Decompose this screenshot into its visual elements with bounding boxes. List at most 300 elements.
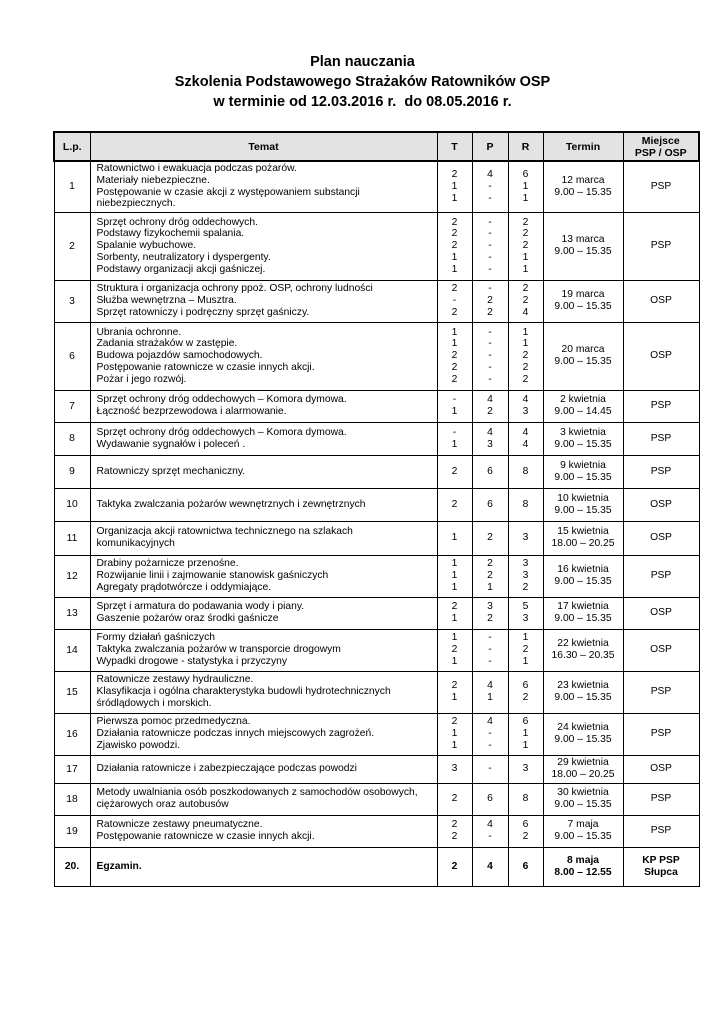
hours-r-cell: [508, 212, 543, 280]
table-row: [54, 161, 699, 212]
hours-r-value: 1: [522, 338, 529, 350]
title-line-2: Szkolenia Podstawowego Strażaków Ratowników OSP: [174, 74, 551, 90]
hours-p-value: 2: [487, 306, 493, 318]
row-number: 1: [54, 161, 90, 212]
hours-t-cell: [437, 280, 472, 322]
topic-line: Postępowanie ratownicze w czasie innych akcji.: [96, 361, 315, 373]
topic-cell: [90, 488, 437, 521]
row-number: 13: [54, 597, 90, 629]
hours-t-cell: [437, 783, 472, 815]
topic-cell: [90, 322, 437, 390]
place-cell: [623, 629, 699, 671]
hours-p-value: 2: [487, 613, 493, 624]
table-row: [54, 815, 699, 847]
topic-cell: [90, 629, 437, 671]
hours-r-value: 3: [522, 613, 529, 624]
table-row: [54, 488, 699, 521]
hours-p-cell: [472, 597, 508, 629]
hours-p-cell: [472, 455, 508, 488]
hours-p-value: 2: [487, 558, 493, 570]
place-line: PSP: [650, 686, 672, 697]
place-cell: [623, 422, 699, 455]
hours-p-value: 3: [487, 601, 493, 613]
term-line: 9.00 – 15.35: [554, 734, 612, 745]
place-line: PSP: [650, 432, 672, 444]
hours-p-value: -: [488, 350, 492, 362]
hours-t-value: 1: [451, 192, 458, 204]
topic-line: Ratownicze zestawy hydrauliczne.: [96, 674, 254, 686]
term-line: 9.00 – 15.35: [554, 356, 612, 367]
topic-line: Postępowanie ratownicze w czasie innych akcji.: [96, 831, 315, 842]
hours-t-cell: [437, 521, 472, 555]
hours-r-value: 1: [522, 180, 529, 192]
place-cell: [623, 555, 699, 597]
hours-r-cell: [508, 815, 543, 847]
topic-cell: [90, 212, 437, 280]
hours-p-value: -: [488, 283, 492, 295]
hours-p-cell: [472, 629, 508, 671]
hours-t-value: 2: [451, 283, 458, 295]
topic-line: Struktura i organizacja ochrony ppoż. OSP, ochrony ludności: [96, 283, 373, 295]
row-number: 19: [54, 815, 90, 847]
place-cell: [623, 815, 699, 847]
topic-line: Drabiny pożarnicze przenośne.: [96, 558, 239, 570]
topic-line: Sprzęt ratowniczy i podręczny sprzęt gaśniczy.: [96, 306, 310, 318]
term-line: 9.00 – 15.35: [554, 613, 612, 624]
hours-r-value: 6: [522, 819, 529, 831]
hours-p-cell: [472, 390, 508, 422]
row-number: 7: [54, 390, 90, 422]
hours-r-value: 2: [522, 831, 529, 842]
topic-line: Wypadki drogowe - statystyka i przyczyny: [96, 655, 287, 667]
hours-r-cell: [508, 521, 543, 555]
topic-cell: [90, 755, 437, 783]
topic-line: Metody uwalniania osób poszkodowanych z samochodów osobowych, ciężarowych oraz autobusów: [96, 787, 418, 810]
topic-line: Ratownicze zestawy pneumatyczne.: [96, 819, 263, 831]
term-line: 9.00 – 15.35: [554, 504, 612, 516]
hours-p-value: -: [488, 192, 492, 204]
hours-r-value: 4: [522, 306, 529, 318]
hours-t-value: 2: [451, 644, 458, 656]
hours-p-value: -: [488, 831, 492, 842]
table-body: [54, 161, 699, 886]
hours-p-value: -: [488, 739, 492, 751]
hours-p-value: 2: [487, 295, 493, 307]
topic-cell: [90, 783, 437, 815]
topic-line: Budowa pojazdów samochodowych.: [96, 350, 263, 362]
hours-t-value: 2: [451, 793, 458, 805]
hours-r-value: 6: [522, 680, 529, 692]
place-line: OSP: [650, 498, 672, 510]
term-line: 13 marca: [561, 234, 605, 245]
hours-p-value: -: [488, 655, 492, 667]
term-cell: [543, 671, 623, 713]
row-number: 2: [54, 212, 90, 280]
topic-line: Materiały niebezpieczne.: [96, 175, 210, 187]
place-line: Słupca: [644, 866, 678, 878]
hours-t-value: 1: [451, 326, 458, 338]
term-cell: [543, 521, 623, 555]
table-row: [54, 629, 699, 671]
topic-line: Zadania strażaków w zastępie.: [96, 338, 238, 350]
place-cell: [623, 455, 699, 488]
row-number: 12: [54, 555, 90, 597]
topic-line: Działania ratownicze i zabezpieczające podczas powodzi: [96, 763, 357, 775]
hours-r-cell: [508, 713, 543, 755]
term-line: 18.00 – 20.25: [551, 769, 615, 780]
topic-line: Podstawy fizykochemii spalania.: [96, 228, 245, 240]
hours-r-value: 3: [522, 570, 529, 582]
hours-t-cell: [437, 597, 472, 629]
hours-t-value: 2: [451, 240, 458, 252]
topic-line: Gaszenie pożarów oraz środki gaśnicze: [96, 613, 279, 624]
term-line: 15 kwietnia: [557, 526, 609, 537]
hours-p-value: 4: [487, 426, 493, 438]
hours-r-cell: [508, 783, 543, 815]
hours-p-value: -: [488, 180, 492, 192]
hours-t-value: 2: [451, 860, 458, 872]
term-line: 9.00 – 15.35: [554, 799, 612, 810]
term-cell: [543, 212, 623, 280]
hours-t-value: 2: [451, 498, 458, 510]
topic-line: Zjawisko powodzi.: [96, 739, 181, 751]
table-row: [54, 755, 699, 783]
hours-r-value: 2: [522, 361, 529, 373]
hours-r-value: 8: [522, 793, 529, 805]
term-cell: [543, 280, 623, 322]
hours-r-cell: [508, 161, 543, 212]
hours-p-value: -: [488, 728, 492, 740]
hours-r-value: 4: [522, 426, 529, 438]
topic-line: Ubrania ochronne.: [96, 326, 182, 338]
hours-p-value: 2: [487, 570, 493, 582]
place-cell: [623, 597, 699, 629]
table-row: [54, 322, 699, 390]
row-number: 10: [54, 488, 90, 521]
hours-t-value: 1: [451, 692, 458, 703]
hours-r-cell: [508, 597, 543, 629]
place-line: OSP: [650, 644, 672, 655]
table-row: [54, 422, 699, 455]
header-r: R: [508, 132, 543, 161]
topic-line: Rozwijanie linii i zajmowanie stanowisk gaśniczych: [96, 570, 329, 582]
hours-t-value: 1: [451, 632, 458, 644]
row-number: 20.: [54, 847, 90, 886]
hours-p-cell: [472, 161, 508, 212]
topic-line: Sorbenty, neutralizatory i dyspergenty.: [96, 251, 271, 263]
topic-cell: [90, 521, 437, 555]
place-line: PSP: [650, 400, 672, 411]
term-cell: [543, 597, 623, 629]
hours-t-cell: [437, 422, 472, 455]
hours-t-value: 2: [451, 601, 458, 613]
hours-r-value: 4: [522, 394, 529, 406]
topic-line: Spalanie wybuchowe.: [96, 240, 197, 252]
hours-t-cell: [437, 161, 472, 212]
hours-t-value: 1: [451, 532, 458, 544]
term-cell: [543, 629, 623, 671]
place-cell: [623, 671, 699, 713]
term-line: 17 kwietnia: [557, 601, 609, 612]
hours-t-value: 3: [451, 763, 458, 775]
hours-r-cell: [508, 280, 543, 322]
hours-p-value: 6: [487, 465, 493, 477]
row-number: 17: [54, 755, 90, 783]
hours-p-cell: [472, 755, 508, 783]
hours-r-value: 1: [522, 251, 529, 263]
place-line: OSP: [650, 763, 672, 774]
place-line: OSP: [650, 532, 672, 543]
hours-r-value: 6: [522, 169, 529, 181]
hours-p-cell: [472, 488, 508, 521]
topic-cell: [90, 161, 437, 212]
hours-t-value: 1: [451, 180, 458, 192]
term-line: 18.00 – 20.25: [551, 538, 615, 549]
hours-p-value: 6: [487, 498, 493, 510]
place-line: PSP: [650, 793, 672, 804]
hours-t-cell: [437, 755, 472, 783]
hours-r-value: 1: [522, 326, 529, 338]
hours-r-value: 1: [522, 632, 529, 644]
hours-p-value: 2: [487, 406, 493, 417]
hours-r-value: 3: [522, 558, 529, 570]
hours-r-cell: [508, 390, 543, 422]
place-cell: [623, 161, 699, 212]
hours-t-cell: [437, 671, 472, 713]
hours-p-value: -: [488, 763, 492, 775]
topic-cell: [90, 597, 437, 629]
term-cell: [543, 422, 623, 455]
place-cell: [623, 713, 699, 755]
document-title: [0, 52, 725, 112]
hours-t-cell: [437, 629, 472, 671]
topic-line: Organizacja akcji ratownictwa technicznego na szlakach komunikacyjnych: [96, 526, 353, 549]
term-line: 16.30 – 20.35: [551, 650, 615, 661]
term-cell: [543, 161, 623, 212]
place-cell: [623, 783, 699, 815]
term-cell: [543, 755, 623, 783]
topic-line: Sprzęt ochrony dróg oddechowych.: [96, 216, 258, 228]
hours-p-value: -: [488, 644, 492, 656]
row-number: 9: [54, 455, 90, 488]
header-t: T: [437, 132, 472, 161]
table-row: [54, 597, 699, 629]
hours-r-cell: [508, 422, 543, 455]
schedule-table: [53, 131, 700, 887]
hours-t-value: -: [452, 426, 457, 438]
hours-p-value: -: [488, 361, 492, 373]
row-number: 18: [54, 783, 90, 815]
hours-r-value: 2: [522, 644, 529, 656]
hours-r-value: 5: [522, 601, 529, 613]
hours-r-cell: [508, 555, 543, 597]
term-cell: [543, 455, 623, 488]
row-number: 3: [54, 280, 90, 322]
term-line: 9.00 – 15.35: [554, 692, 612, 703]
hours-p-value: 4: [487, 169, 493, 181]
term-cell: [543, 555, 623, 597]
term-line: 8 maja: [566, 854, 600, 866]
hours-r-value: 2: [522, 216, 529, 228]
hours-t-value: 2: [451, 361, 458, 373]
title-line-3: w terminie od 12.03.2016 r. do 08.05.2016 r.: [213, 94, 512, 110]
place-line: PSP: [650, 728, 672, 739]
hours-r-cell: [508, 322, 543, 390]
topic-cell: [90, 815, 437, 847]
topic-line: Agregaty prądotwórcze i oddymiające.: [96, 581, 272, 593]
table-row: [54, 671, 699, 713]
hours-p-value: -: [488, 216, 492, 228]
hours-r-value: 1: [522, 655, 529, 667]
hours-r-value: 2: [522, 240, 529, 252]
hours-t-cell: [437, 847, 472, 886]
hours-t-cell: [437, 815, 472, 847]
header-lp: L.p.: [54, 132, 90, 161]
hours-r-value: 1: [522, 192, 529, 204]
place-cell: [623, 280, 699, 322]
hours-p-cell: [472, 521, 508, 555]
hours-t-value: 1: [451, 728, 458, 740]
place-line: PSP: [650, 570, 672, 581]
term-cell: [543, 322, 623, 390]
topic-line: Ratowniczy sprzęt mechaniczny.: [96, 465, 246, 477]
hours-t-value: 2: [451, 169, 458, 181]
row-number: 16: [54, 713, 90, 755]
hours-p-cell: [472, 555, 508, 597]
term-line: 29 kwietnia: [557, 757, 609, 768]
hours-t-value: 2: [451, 716, 458, 728]
hours-t-value: 2: [451, 819, 458, 831]
hours-t-value: 1: [451, 558, 458, 570]
topic-line: Taktyka zwalczania pożarów wewnętrznych i zewnętrznych: [96, 498, 366, 510]
term-line: 9.00 – 14.45: [554, 406, 612, 417]
hours-r-value: 2: [522, 228, 529, 240]
hours-p-cell: [472, 783, 508, 815]
term-cell: [543, 713, 623, 755]
row-number: 11: [54, 521, 90, 555]
header-p: P: [472, 132, 508, 161]
hours-t-value: 1: [451, 739, 458, 751]
term-cell: [543, 488, 623, 521]
term-line: 9.00 – 15.35: [554, 471, 612, 483]
hours-t-value: 2: [451, 216, 458, 228]
hours-p-cell: [472, 815, 508, 847]
term-line: 16 kwietnia: [557, 564, 609, 575]
hours-p-value: -: [488, 251, 492, 263]
topic-cell: [90, 713, 437, 755]
header-topic: Temat: [90, 132, 437, 161]
topic-line: Taktyka zwalczania pożarów w transporcie drogowym: [96, 644, 341, 656]
hours-t-value: 1: [451, 338, 458, 350]
hours-p-cell: [472, 847, 508, 886]
place-cell: [623, 847, 699, 886]
hours-p-value: 2: [487, 532, 493, 544]
topic-cell: [90, 671, 437, 713]
hours-t-cell: [437, 713, 472, 755]
hours-r-cell: [508, 671, 543, 713]
table-row: [54, 555, 699, 597]
term-line: 9.00 – 15.35: [554, 576, 612, 587]
hours-r-value: 3: [522, 406, 529, 417]
hours-r-value: 2: [522, 373, 529, 385]
hours-r-value: 2: [522, 350, 529, 362]
topic-line: Pożar i jego rozwój.: [96, 373, 187, 385]
term-line: 9.00 – 15.35: [554, 831, 612, 842]
place-line: OSP: [650, 295, 672, 306]
row-number: 8: [54, 422, 90, 455]
hours-r-value: 2: [522, 295, 529, 307]
place-line: OSP: [650, 607, 672, 618]
place-line: OSP: [650, 350, 672, 361]
hours-t-value: -: [452, 295, 457, 307]
hours-p-cell: [472, 422, 508, 455]
topic-line: Sprzęt ochrony dróg oddechowych – Komora dymowa.: [96, 394, 347, 406]
hours-p-value: 1: [487, 692, 493, 703]
header-place: [623, 132, 699, 161]
hours-p-value: 3: [487, 438, 493, 450]
hours-r-cell: [508, 755, 543, 783]
table-header-row: [54, 132, 699, 161]
table-row: [54, 280, 699, 322]
hours-p-cell: [472, 671, 508, 713]
term-line: 8.00 – 12.55: [554, 866, 612, 878]
hours-r-cell: [508, 455, 543, 488]
hours-t-value: 2: [451, 680, 458, 692]
topic-line: Służba wewnętrzna – Musztra.: [96, 295, 237, 307]
term-line: 9 kwietnia: [560, 459, 606, 471]
hours-t-value: 1: [451, 570, 458, 582]
hours-p-value: -: [488, 632, 492, 644]
topic-line: Formy działań gaśniczych: [96, 632, 215, 644]
topic-line: Podstawy organizacji akcji gaśniczej.: [96, 263, 266, 275]
hours-p-value: -: [488, 326, 492, 338]
term-line: 19 marca: [561, 289, 605, 300]
topic-cell: [90, 280, 437, 322]
topic-cell: [90, 455, 437, 488]
hours-t-value: 2: [451, 373, 458, 385]
term-line: 30 kwietnia: [557, 787, 609, 798]
place-line: PSP: [650, 465, 672, 477]
topic-line: Sprzęt ochrony dróg oddechowych – Komora dymowa.: [96, 426, 347, 438]
place-line: KP PSP: [642, 854, 680, 866]
hours-t-value: 2: [451, 465, 458, 477]
topic-cell: [90, 422, 437, 455]
hours-p-value: 6: [487, 793, 493, 805]
hours-r-value: 3: [522, 532, 529, 544]
hours-r-cell: [508, 847, 543, 886]
place-cell: [623, 521, 699, 555]
hours-p-value: -: [488, 240, 492, 252]
hours-r-value: 2: [522, 581, 529, 593]
hours-p-value: 4: [487, 819, 493, 831]
place-line: PSP: [650, 240, 672, 251]
topic-line: Wydawanie sygnałów i poleceń .: [96, 438, 246, 450]
hours-r-value: 1: [522, 263, 529, 275]
hours-p-value: 4: [487, 716, 493, 728]
topic-cell: [90, 847, 437, 886]
hours-t-cell: [437, 212, 472, 280]
place-cell: [623, 755, 699, 783]
topic-cell: [90, 555, 437, 597]
hours-t-cell: [437, 390, 472, 422]
hours-p-value: 4: [487, 860, 493, 872]
place-cell: [623, 212, 699, 280]
table-row: [54, 783, 699, 815]
topic-line: Sprzęt i armatura do podawania wody i piany.: [96, 601, 305, 613]
hours-p-value: -: [488, 373, 492, 385]
hours-t-value: 1: [451, 438, 458, 450]
hours-r-value: 8: [522, 465, 529, 477]
